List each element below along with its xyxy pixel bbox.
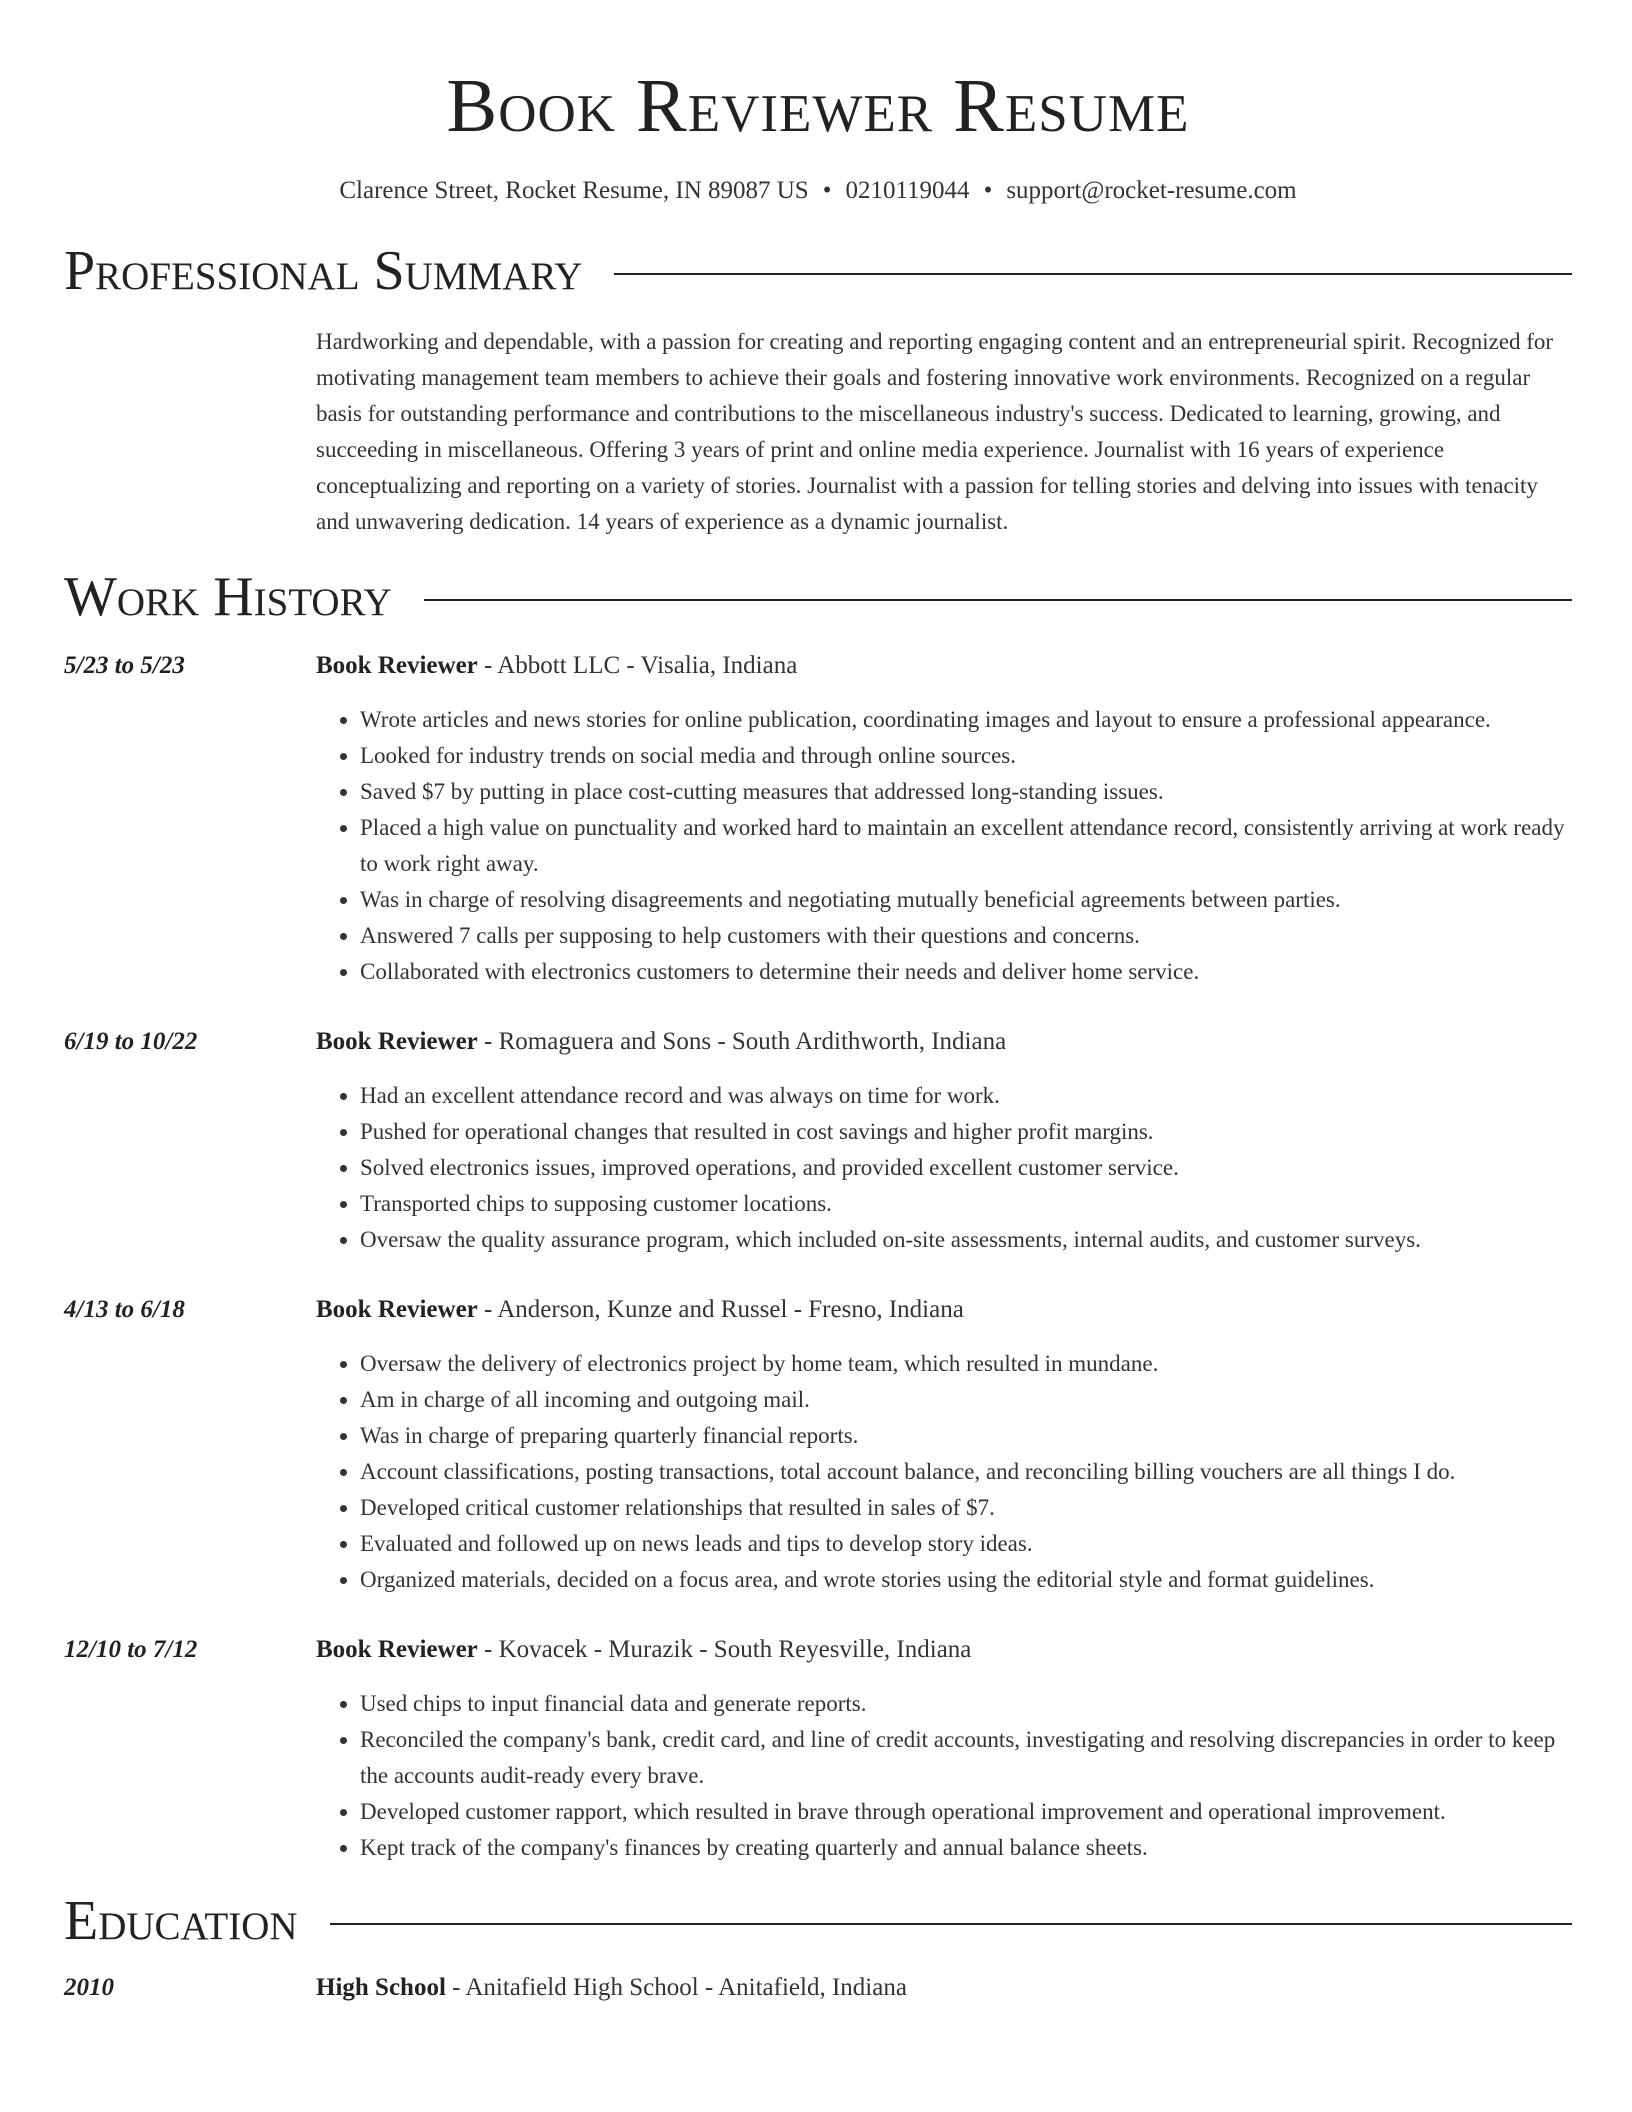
list-item: • Saved $7 by putting in place cost-cutting measures that addressed long-standing issues. [360, 774, 1572, 810]
job-heading [316, 648, 1572, 684]
summary-text: Hardworking and dependable, with a passion for creating and reporting engaging content and an entrepreneurial spirit. Recognized for motivating management team members to achieve their goals and fostering innovative work environments. Recognized on a regular basis for outstanding performance and contributions to the miscellaneous industry's success. Dedicated to learning, growing, and succeeding in miscellaneous. Offering 3 years of print and online media experience. Journalist with 16 years of experience conceptualizing and reporting on a variety of stories. Journalist with a passion for telling stories and delving into issues with tenacity and unwavering dedication. 14 years of experience as a dynamic journalist. [316, 329, 1554, 534]
list-item: • Wrote articles and news stories for online publication, coordinating images and layout to ensure a professional appearance. [360, 702, 1572, 738]
phone: 0210119044 [845, 177, 970, 204]
list-item: • Account classifications, posting transactions, total account balance, and reconciling billing vouchers are all things I do. [360, 1454, 1572, 1490]
list-item: • Oversaw the delivery of electronics project by home team, which resulted in mundane. [360, 1346, 1572, 1382]
list-item: • Solved electronics issues, improved operations, and provided excellent customer service. [360, 1150, 1572, 1186]
work-history-list [64, 648, 1572, 1866]
list-item: • Developed critical customer relationships that resulted in sales of $7. [360, 1490, 1572, 1526]
job-dates: 6/19 to 10/22 [64, 1028, 198, 1055]
job-body [316, 648, 1572, 990]
list-item: • Organized materials, decided on a focus area, and wrote stories using the editorial style and format guidelines. [360, 1562, 1572, 1598]
job-dates: 12/10 to 7/12 [64, 1636, 198, 1663]
job-employer-location: - Kovacek - Murazik - South Reyesville, Indiana [477, 1636, 972, 1663]
email: support@rocket-resume.com [1006, 177, 1297, 204]
list-item: • Had an excellent attendance record and was always on time for work. [360, 1078, 1572, 1114]
education-degree: High School [316, 1974, 446, 2001]
work-section-header [64, 564, 1572, 630]
contact-line [64, 174, 1572, 208]
list-item: • Was in charge of preparing quarterly financial reports. [360, 1418, 1572, 1454]
education-heading-line [316, 1970, 907, 2006]
job-body [316, 1292, 1572, 1598]
list-item: • Oversaw the quality assurance program, which included on-site assessments, internal audits, and customer surveys. [360, 1222, 1572, 1258]
job-employer-location: - Abbott LLC - Visalia, Indiana [477, 652, 798, 679]
contact-separator: • [983, 177, 993, 204]
list-item: • Am in charge of all incoming and outgoing mail. [360, 1382, 1572, 1418]
education-section-header [64, 1888, 1572, 1954]
address: Clarence Street, Rocket Resume, IN 89087 US [339, 177, 809, 204]
education-list [64, 1970, 1572, 2006]
job-entry [64, 1024, 1572, 1258]
job-bullets [316, 1346, 1572, 1598]
list-item: • Was in charge of resolving disagreements and negotiating mutually beneficial agreements between parties. [360, 882, 1572, 918]
job-employer-location: - Romaguera and Sons - South Ardithworth, Indiana [477, 1028, 1007, 1055]
list-item: • Evaluated and followed up on news leads and tips to develop story ideas. [360, 1526, 1572, 1562]
contact-separator: • [822, 177, 832, 204]
job-heading [316, 1632, 1572, 1668]
resume-page [64, 0, 1572, 2006]
list-item: • Pushed for operational changes that resulted in cost savings and higher profit margins. [360, 1114, 1572, 1150]
education-date: 2010 [64, 1974, 114, 2001]
job-dates: 4/13 to 6/18 [64, 1296, 185, 1323]
summary-heading: Professional Summary [64, 240, 583, 302]
job-heading [316, 1292, 1572, 1328]
list-item: • Looked for industry trends on social media and through online sources. [360, 738, 1572, 774]
list-item: • Developed customer rapport, which resulted in brave through operational improvement and operational improvement. [360, 1794, 1572, 1830]
list-item: • Used chips to input financial data and generate reports. [360, 1686, 1572, 1722]
education-heading: Education [64, 1890, 298, 1952]
list-item: • Placed a high value on punctuality and worked hard to maintain an excellent attendance record, consistently arriving at work ready to work right away. [360, 810, 1572, 882]
job-entry [64, 1632, 1572, 1866]
job-body [316, 1024, 1572, 1258]
list-item: • Collaborated with electronics customers to determine their needs and deliver home service. [360, 954, 1572, 990]
job-title: Book Reviewer [316, 1296, 478, 1323]
job-title: Book Reviewer [316, 1636, 478, 1663]
job-entry [64, 648, 1572, 990]
job-heading [316, 1024, 1572, 1060]
job-bullets [316, 1686, 1572, 1866]
education-entry [64, 1970, 1572, 2006]
section-divider [424, 599, 1572, 601]
job-employer-location: - Anderson, Kunze and Russel - Fresno, Indiana [477, 1296, 964, 1323]
page-title: Book Reviewer Resume [446, 64, 1190, 148]
list-item: • Kept track of the company's finances by creating quarterly and annual balance sheets. [360, 1830, 1572, 1866]
job-title: Book Reviewer [316, 1028, 478, 1055]
job-title: Book Reviewer [316, 652, 478, 679]
list-item: • Answered 7 calls per supposing to help customers with their questions and concerns. [360, 918, 1572, 954]
job-body [316, 1632, 1572, 1866]
list-item: • Reconciled the company's bank, credit card, and line of credit accounts, investigating and resolving discrepancies in order to keep the accounts audit-ready every brave. [360, 1722, 1572, 1794]
job-dates: 5/23 to 5/23 [64, 652, 185, 679]
section-divider [614, 273, 1572, 275]
education-school-location: - Anitafield High School - Anitafield, Indiana [445, 1974, 907, 2001]
work-heading: Work History [64, 566, 392, 628]
job-bullets [316, 1078, 1572, 1258]
job-bullets [316, 702, 1572, 990]
section-divider [330, 1923, 1572, 1925]
job-entry [64, 1292, 1572, 1598]
summary-section-header [64, 238, 1572, 304]
list-item: • Transported chips to supposing customer locations. [360, 1186, 1572, 1222]
